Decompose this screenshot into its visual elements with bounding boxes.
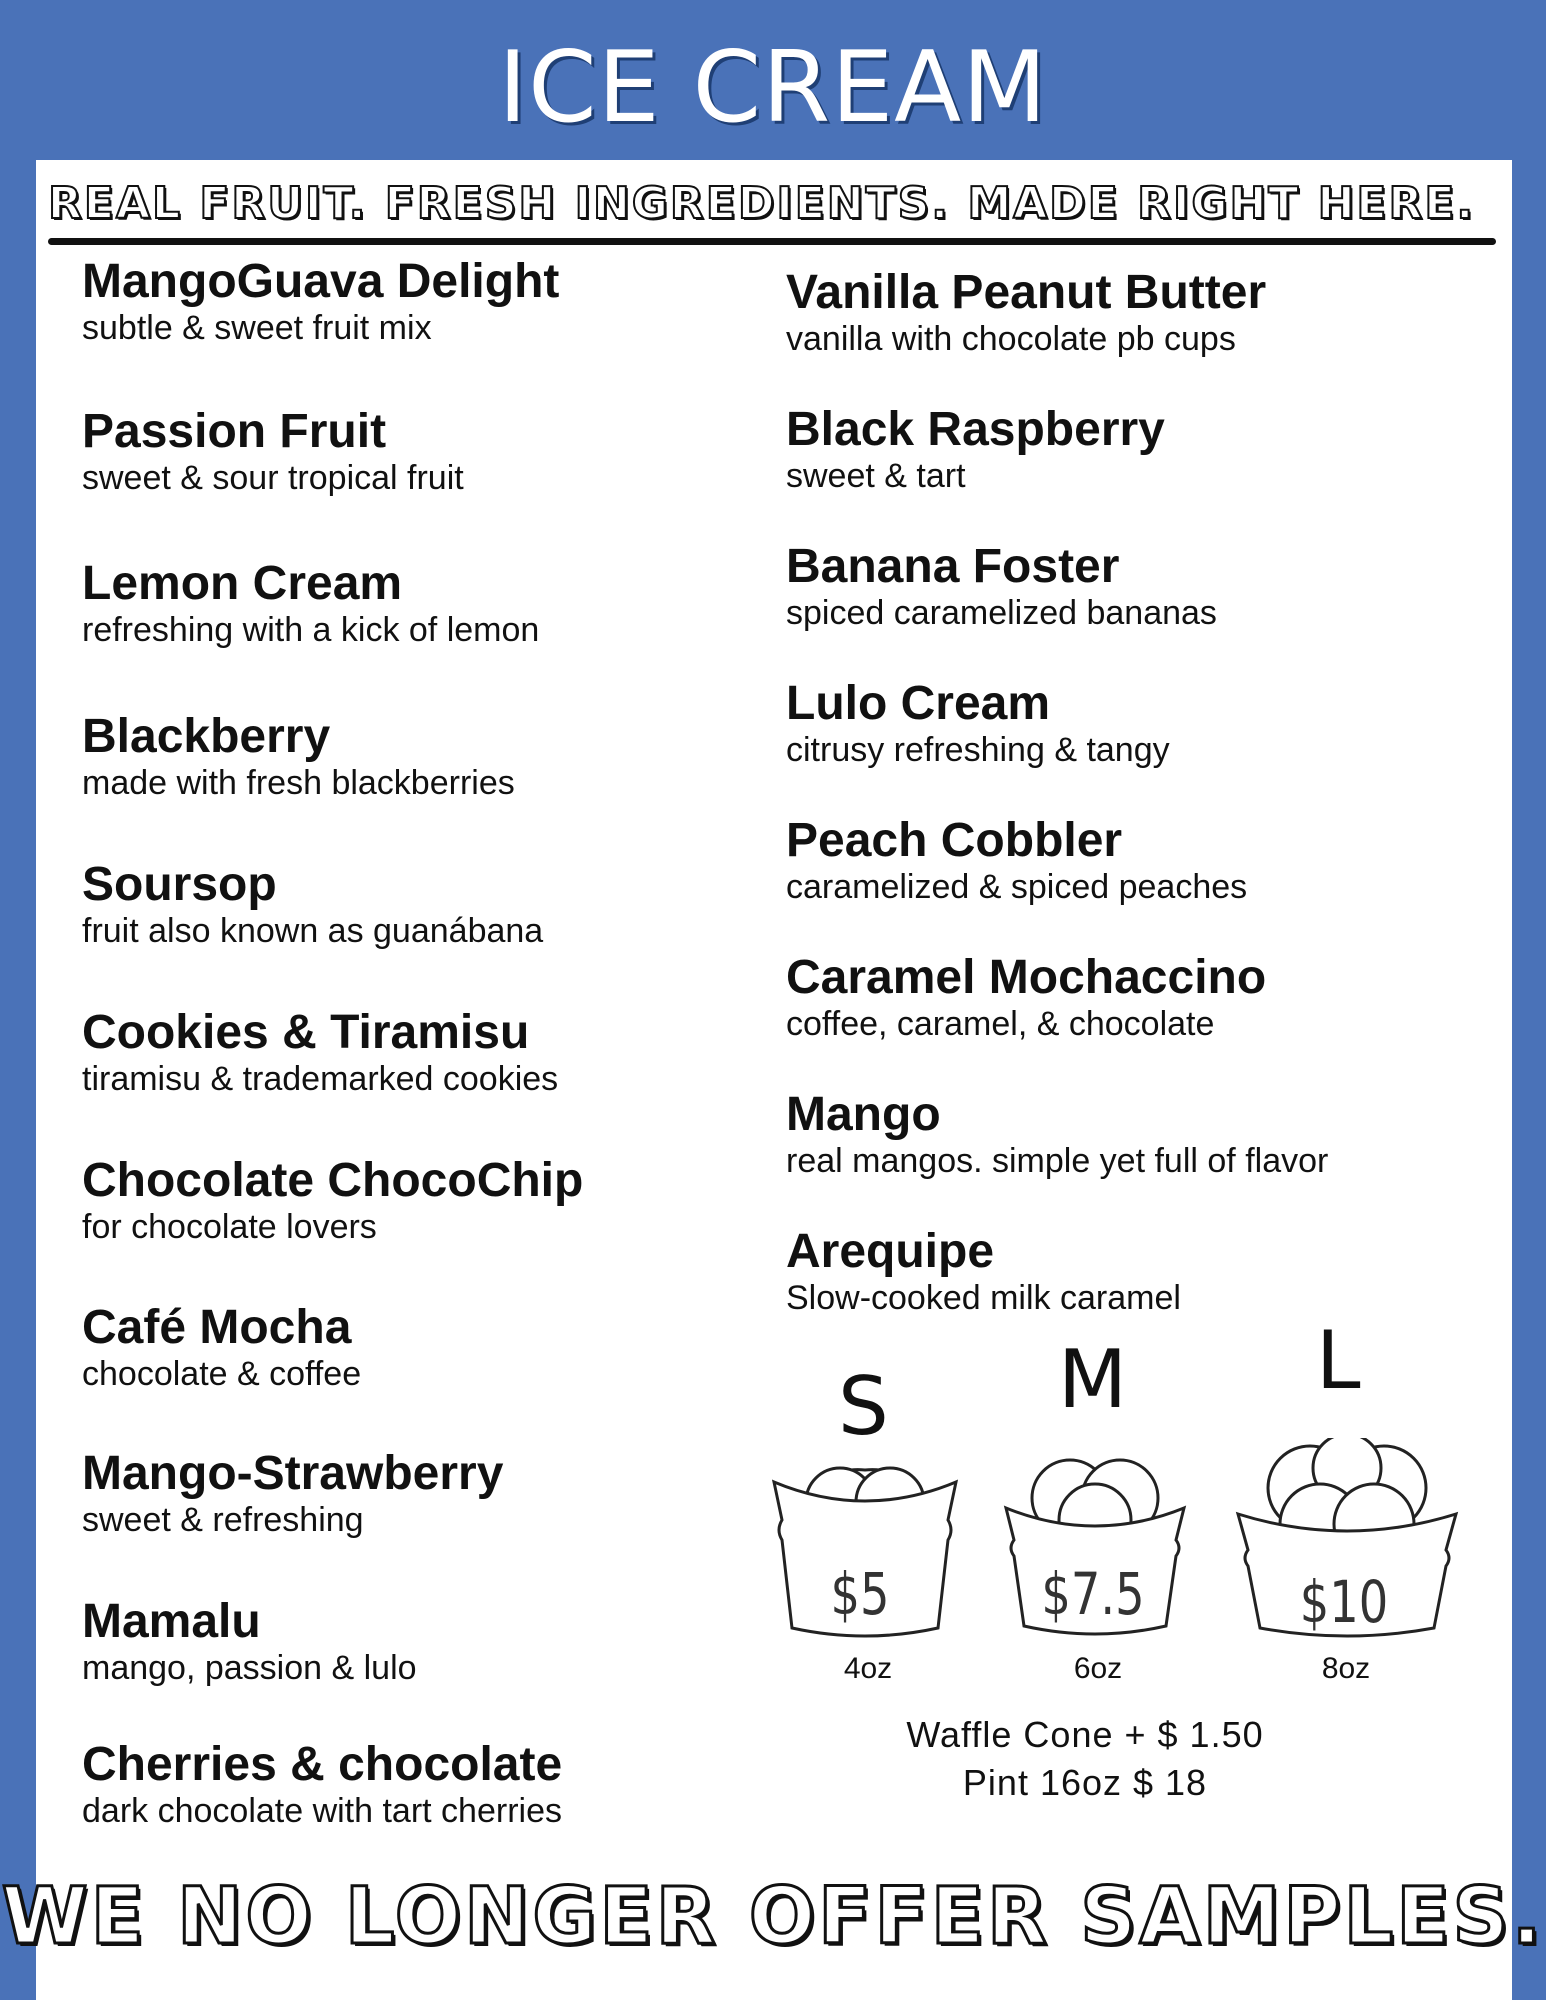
flavor-name: Black Raspberry [786, 403, 1165, 456]
medium-price: $7.5 [1041, 1560, 1145, 1628]
small-price: $5 [830, 1560, 890, 1628]
flavor-name: Arequipe [786, 1225, 995, 1278]
large-oz: 8oz [1321, 1652, 1371, 1685]
flavor-item [786, 403, 1165, 495]
flavor-item [82, 255, 559, 347]
flavor-description: subtle & sweet fruit mix [82, 309, 432, 347]
flavor-name: Mamalu [82, 1595, 261, 1648]
flavor-item [786, 540, 1217, 632]
flavor-description: vanilla with chocolate pb cups [786, 320, 1236, 358]
flavor-description: caramelized & spiced peaches [786, 868, 1248, 906]
flavor-description: sweet & tart [786, 457, 966, 495]
flavor-description: sweet & sour tropical fruit [82, 459, 464, 497]
small-oz: 4oz [843, 1652, 893, 1685]
footer-notice: WE NO LONGER OFFER SAMPLES. [1, 1872, 1545, 1962]
flavor-name: Vanilla Peanut Butter [786, 266, 1267, 319]
flavor-name: Café Mocha [82, 1301, 352, 1354]
size-medium-letter: M [1058, 1333, 1128, 1426]
flavor-name: MangoGuava Delight [82, 255, 560, 308]
flavor-name: Passion Fruit [82, 405, 387, 458]
flavor-description: sweet & refreshing [82, 1501, 364, 1539]
flavor-name: Cookies & Tiramisu [82, 1006, 530, 1059]
flavor-description: mango, passion & lulo [82, 1649, 417, 1687]
flavor-description: refreshing with a kick of lemon [82, 611, 540, 649]
flavor-description: tiramisu & trademarked cookies [82, 1060, 559, 1098]
flavor-item [82, 1154, 583, 1246]
flavor-name: Soursop [82, 858, 277, 911]
flavor-item [786, 1088, 1328, 1180]
flavor-description: dark chocolate with tart cherries [82, 1792, 562, 1830]
flavor-name: Mango [786, 1088, 941, 1141]
divider [48, 238, 1496, 245]
flavor-description: fruit also known as guanábana [82, 912, 544, 950]
flavor-name: Cherries & chocolate [82, 1738, 563, 1791]
size-large-letter: L [1316, 1314, 1361, 1407]
flavor-item [786, 1225, 1181, 1317]
flavor-item [82, 1595, 417, 1687]
flavor-description: real mangos. simple yet full of flavor [786, 1142, 1329, 1180]
flavor-name: Caramel Mochaccino [786, 951, 1267, 1004]
flavor-item [82, 1006, 558, 1098]
flavor-item [786, 266, 1266, 358]
flavor-description: citrusy refreshing & tangy [786, 731, 1170, 769]
flavor-item [82, 557, 539, 649]
flavor-name: Blackberry [82, 710, 331, 763]
flavor-name: Peach Cobbler [786, 814, 1123, 867]
tagline: REAL FRUIT. FRESH INGREDIENTS. MADE RIGHT HERE. [48, 178, 1476, 229]
flavor-item [82, 405, 464, 497]
flavor-item [82, 1447, 503, 1539]
large-price: $10 [1299, 1568, 1389, 1636]
flavor-description: made with fresh blackberries [82, 764, 515, 802]
flavor-description: chocolate & coffee [82, 1355, 362, 1393]
flavor-item [786, 677, 1170, 769]
flavor-name: Banana Foster [786, 540, 1120, 593]
page-title: ICE CREAM [498, 31, 1048, 145]
flavor-description: spiced caramelized bananas [786, 594, 1217, 632]
flavor-name: Lemon Cream [82, 557, 403, 610]
waffle-cone-price: Waffle Cone + $ 1.50 [906, 1714, 1264, 1755]
flavor-item [82, 858, 543, 950]
pint-price: Pint 16oz $ 18 [962, 1762, 1208, 1803]
flavor-item [82, 1738, 562, 1830]
flavor-description: Slow-cooked milk caramel [786, 1279, 1181, 1317]
flavor-item [82, 710, 515, 802]
flavor-description: for chocolate lovers [82, 1208, 377, 1246]
medium-oz: 6oz [1073, 1652, 1123, 1685]
size-small-letter: S [838, 1360, 889, 1453]
flavor-name: Mango-Strawberry [82, 1447, 504, 1500]
flavor-item [786, 951, 1266, 1043]
flavor-item [82, 1301, 361, 1393]
flavor-name: Chocolate ChocoChip [82, 1154, 584, 1207]
flavor-description: coffee, caramel, & chocolate [786, 1005, 1215, 1043]
flavor-name: Lulo Cream [786, 677, 1051, 730]
flavor-item [786, 814, 1247, 906]
